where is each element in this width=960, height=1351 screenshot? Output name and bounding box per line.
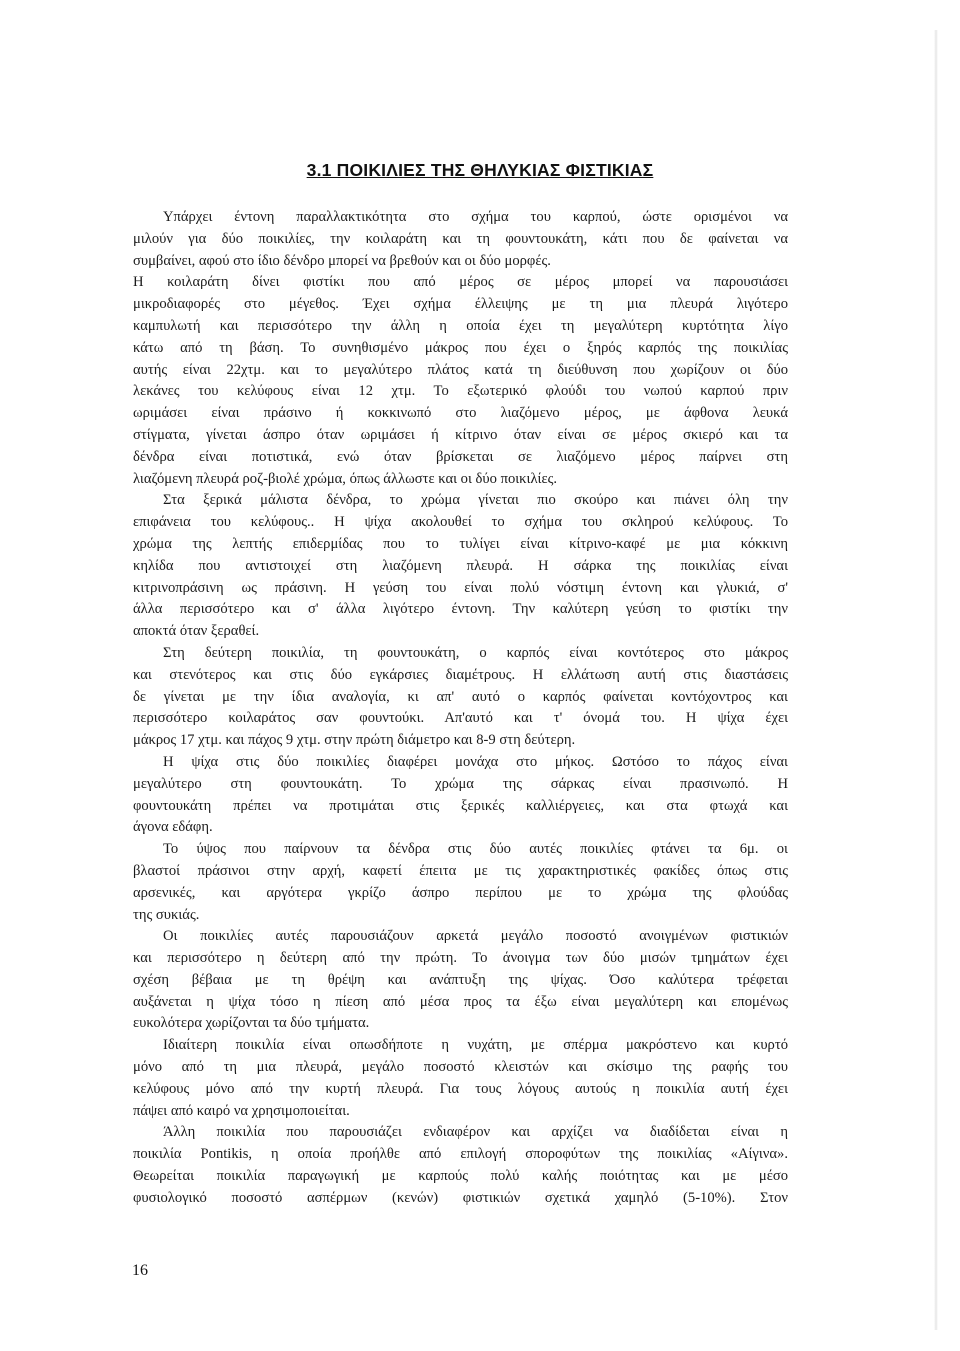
paragraph [133, 1122, 788, 1209]
text-line: μεγαλύτερο στη φουντουκάτη. Το χρώμα της σάρκας είναι πρασινωπό. Η [133, 775, 788, 792]
text-line: στίγματα, γίνεται άσπρο όταν ωριμάσει ή κίτρινο όταν είναι σε μέρος σκιερό και τα [133, 426, 788, 443]
text-line: αποκτά όταν ξεραθεί. [133, 623, 260, 640]
paragraph [133, 1035, 788, 1122]
text-line: και στενότερος και στις δύο εγκάρσιες διαμέτρους. Η ελλάτωση αυτή στις διαστάσεις [133, 666, 788, 683]
section-heading: 3.1 ΠΟΙΚΙΛΙΕΣ ΤΗΣ ΘΗΛΥΚΙΑΣ ΦΙΣΤΙΚΙΑΣ [306, 160, 654, 180]
text-line: Άλλη ποικιλία που παρουσιάζει ενδιαφέρον και αρχίζει να διαδίδεται είναι η [163, 1124, 788, 1141]
text-line: μάκρος 17 χτμ. και πάχος 9 χτμ. στην πρώτη διάμετρο και 8-9 στη δεύτερη. [133, 732, 576, 749]
paragraph [133, 207, 788, 272]
text-line: αυξάνεται η ψίχα τόσο η πίεση από μέσα προς τα έξω είναι μεγαλύτερη και επομένως [133, 993, 788, 1010]
text-line: περισσότερο κοιλαράτος σαν φουντούκι. Απ'αυτό και τ' όνομά του. Η ψίχα έχει [133, 710, 788, 727]
paragraph [133, 643, 788, 752]
text-line: Οι ποικιλίες αυτές παρουσιάζουν αρκετά μεγάλο ποσοστό ανοιγμένων φιστικιών [163, 928, 788, 945]
text-line: μιλούν για δύο ποικιλίες, την κοιλαράτη και τη φουντουκάτη, κάτι που δε φαίνεται να [133, 230, 788, 247]
text-line: χρώμα της λεπτής επιδερμίδας που το τυλίγει είναι κίτρινο-καφέ με μια κόκκινη [133, 535, 788, 552]
text-line: φουντουκάτη πρέπει να προτιμάται στις ξερικές καλλιέργειες, και στα φτωχά και [133, 797, 788, 814]
text-line: πάψει από καιρό να χρησιμοποιείται. [133, 1102, 350, 1119]
text-line: κάτω από τη βάση. Το συνηθισμένο μάκρος που έχει ο ξηρός καρπός της ποικιλίας [133, 339, 788, 356]
text-line: της συκιάς. [133, 906, 200, 923]
text-line: φυσιολογικό ποσοστό ασπέρμων (κενών) φιστικιών σχετικά χαμηλό (5-10%). Στον [133, 1189, 788, 1206]
text-line: κιτρινοπράσινη ως πράσινη. Η γεύση του είναι πολύ νόστιμη έντονη και γλυκιά, σ' [133, 579, 788, 596]
text-line: Θεωρείται ποικιλία παραγωγική με καρπούς πολύ καλής ποιότητας και με μέσο [133, 1168, 788, 1185]
text-line: Υπάρχει έντονη παραλλακτικότητα στο σχήμα του καρπού, ώστε ορισμένοι να [163, 209, 788, 225]
text-line: βλαστοί πράσινοι στην αρχή, καφετί έπειτα με τις χαρακτηριστικές φακίδες όπως στις [133, 862, 788, 879]
text-line: δε γίνεται με την ίδια αναλογία, κι απ' αυτό ο καρπός φαίνεται κοντόχοντρος και [133, 688, 788, 705]
text-line: ωριμάσει είναι πράσινο ή κοκκινωπό στο λιαζόμενο μέρος, με άφθονα λευκά [133, 405, 788, 422]
text-line: αρσενικές, και αργότερα γκρίζο άσπρο περίπου με το χρώμα της φλούδας [133, 884, 788, 901]
text-line: Το ύψος που παίρνουν τα δένδρα στις δύο αυτές ποικιλίες φτάνει τα 6μ. οι [163, 841, 788, 858]
text-line: λεκάνες του κελύφους είναι 12 χτμ. Το εξωτερικό φλούδι του νωπού καρπού πριν [133, 383, 788, 400]
text-line: επιφάνεια του κελύφους.. Η ψίχα ακολουθεί το σχήμα του σκληρού κελύφους. Το [133, 514, 788, 531]
text-line: κελύφους μόνο από την κυρτή πλευρά. Για τους λόγους αυτούς η ποικιλία αυτή έχει [133, 1080, 788, 1097]
text-line: συμβαίνει, αφού στο ίδιο δένδρο μπορεί να βρεθούν και οι δύο μορφές. [133, 252, 551, 269]
text-line: δένδρα είναι ποτιστικά, ενώ όταν βρίσκεται σε λιαζόμενο μέρος παίρνει στη [133, 448, 788, 465]
text-line: σχέση βέβαια με τη θρέψη και ανάπτυξη της ψίχας. Όσο καλύτερα τρέφεται [133, 971, 788, 988]
text-line: μόνο από τη μια πλευρά, μεγάλο ποσοστό κλειστών και σκίσιμο της ραφής του [133, 1059, 788, 1076]
text-line: ευκολότερα χωρίζονται τα δύο τμήματα. [133, 1015, 370, 1032]
page-edge-shadow [934, 30, 938, 1330]
text-line: Ιδιαίτερη ποικιλία είναι οπωσδήποτε η νυχάτη, με σπέρμα μακρόστενο και κυρτό [163, 1037, 788, 1054]
text-line: αυτής είναι 22χτμ. και το μεγαλύτερο πλάτος κατά τη διεύθυνση που χωρίζουν οι δύο [133, 361, 788, 378]
text-line: άγονα εδάφη. [133, 819, 213, 836]
text-line: καμπυλωτή και περισσότερο την άλλη η οποία έχει τη μεγαλύτερη κυρτότητα λίγο [133, 317, 788, 334]
text-line: κηλίδα που αντιστοιχεί στη λιαζόμενη πλευρά. Η σάρκα της ποικιλίας είναι [133, 557, 788, 574]
text-line: Στα ξερικά μάλιστα δένδρα, το χρώμα γίνεται πιο σκούρο και πιάνει όλη την [163, 492, 788, 509]
text-line: άλλα περισσότερο και σ' άλλα λιγότερο έντονη. Την καλύτερη γεύση το φιστίκι την [133, 601, 788, 618]
text-line: μικροδιαφορές στο μέγεθος. Έχει σχήμα έλλειψης με τη μια πλευρά λιγότερο [133, 296, 788, 313]
text-line: Η ψίχα στις δύο ποικιλίες διαφέρει μονάχα στο μήκος. Ωστόσο το πάχος είναι [163, 753, 788, 770]
paragraph [133, 752, 788, 839]
paragraph [133, 926, 788, 1035]
paragraph [133, 272, 788, 490]
text-line: και περισσότερο η δεύτερη από την πρώτη. Το άνοιγμα των δύο μισών τμημάτων έχει [133, 950, 788, 967]
page-number: 16 [132, 1262, 148, 1279]
text-line: Η κοιλαράτη δίνει φιστίκι που από μέρος σε μέρος μπορεί να παρουσιάσει [133, 274, 788, 291]
text-line: ποικιλία Pontikis, η οποία προήλθε από επιλογή σποροφύτων της ποικιλίας «Αίγινα». [133, 1146, 788, 1163]
text-line: λιαζόμενη πλευρά ροζ-βιολέ χρώμα, όπως άλλωστε και οι δύο ποικιλίες. [133, 470, 558, 487]
paragraph [133, 839, 788, 926]
text-line: Στη δεύτερη ποικιλία, τη φουντουκάτη, ο καρπός είναι κοντότερος στο μάκρος [163, 644, 788, 661]
paragraph [133, 490, 788, 643]
document-body [133, 207, 788, 1210]
